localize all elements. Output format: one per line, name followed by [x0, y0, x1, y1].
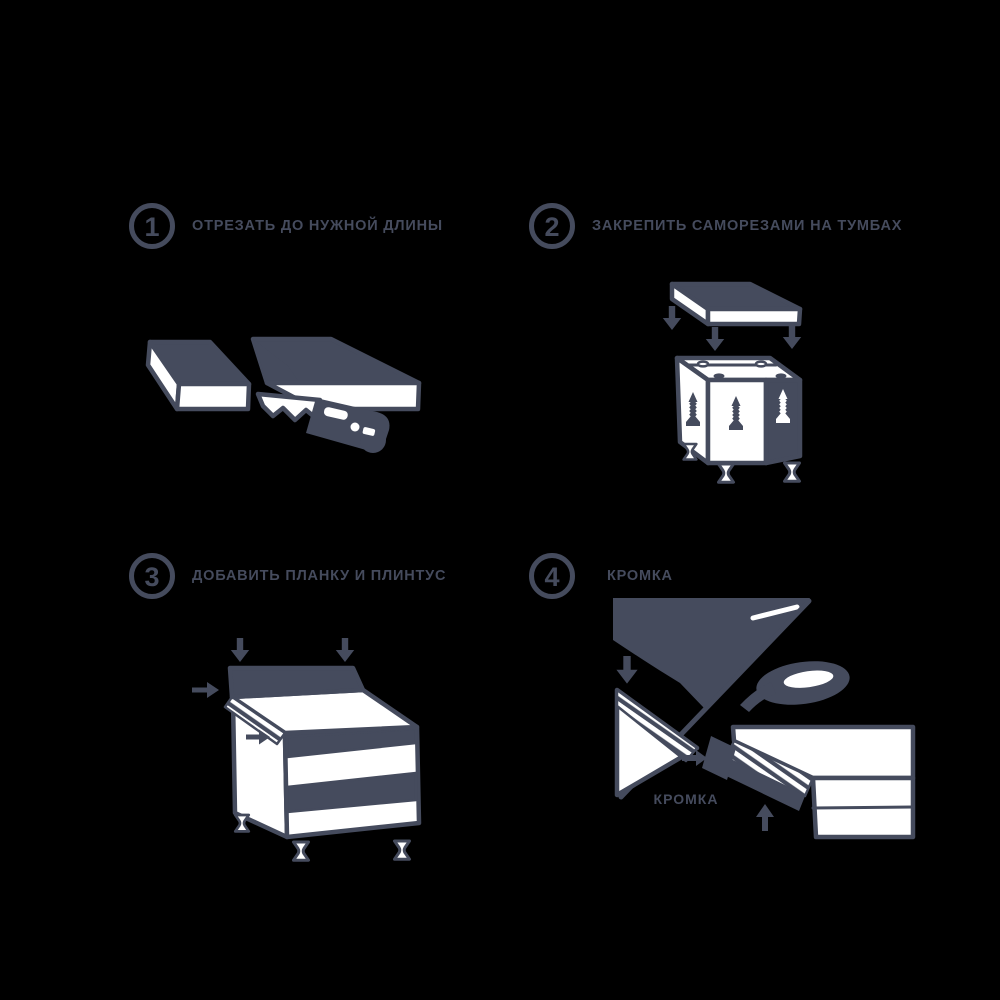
step-1-title: ОТРЕЗАТЬ ДО НУЖНОЙ ДЛИНЫ [192, 218, 443, 234]
step-1-number-badge [129, 203, 175, 249]
arrow-right-icon [192, 682, 219, 698]
step-3-title: ДОБАВИТЬ ПЛАНКУ И ПЛИНТУС [192, 568, 447, 584]
step-3-header [129, 553, 446, 599]
wall-strip [230, 668, 363, 697]
countertop-slab [672, 284, 800, 324]
countertop-piece-left [148, 342, 249, 409]
step-1-header [129, 203, 443, 249]
step-number: 4 [544, 561, 560, 592]
countertop-corner [617, 690, 697, 795]
countertop-edge-piece [702, 727, 913, 837]
arrow-up-icon [756, 804, 774, 831]
cut-to-length-illustration [130, 330, 440, 470]
fasten-with-screws-illustration [640, 270, 860, 490]
edge-banding-illustration [585, 590, 915, 880]
step-3-number-badge [129, 553, 175, 599]
step-4-number-badge [529, 553, 575, 599]
step-2-header [529, 203, 902, 249]
arrow-down-icon [231, 638, 354, 662]
step-number: 3 [144, 561, 160, 592]
step-number: 2 [544, 211, 560, 242]
base-cabinet [677, 358, 800, 482]
step-2-title: ЗАКРЕПИТЬ САМОРЕЗАМИ НА ТУМБАХ [592, 218, 903, 234]
strip-and-plinth-illustration [170, 610, 450, 890]
edge-tape-roll-icon [740, 656, 852, 712]
edge-annotation-label: КРОМКА [653, 791, 719, 807]
arrow-down-icon [616, 656, 637, 684]
step-2-number-badge [529, 203, 575, 249]
step-4-title: КРОМКА [607, 568, 673, 584]
step-number: 1 [144, 211, 160, 242]
